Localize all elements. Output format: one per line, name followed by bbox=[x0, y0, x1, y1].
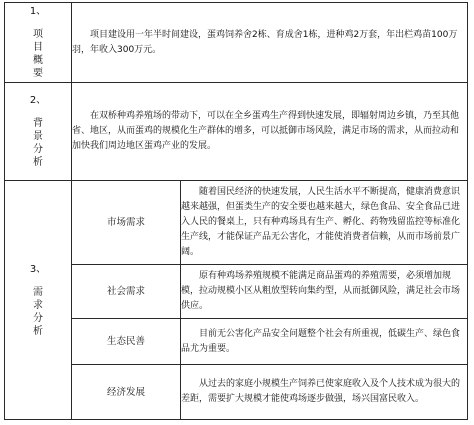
section-title-char: 析 bbox=[33, 157, 43, 168]
section-title-char: 背 bbox=[33, 118, 43, 129]
section-title-char: 项 bbox=[33, 29, 43, 40]
section-title-char: 景 bbox=[33, 131, 43, 142]
section-header-demand bbox=[5, 181, 72, 420]
section-title-char: 分 bbox=[33, 312, 43, 324]
section-number: 3、 bbox=[29, 263, 47, 275]
demand-label: 市场需求 bbox=[72, 181, 181, 265]
project-table bbox=[4, 2, 468, 420]
demand-row-ecology bbox=[5, 319, 468, 365]
section-title-char: 目 bbox=[33, 42, 43, 53]
section-title-char: 要 bbox=[33, 68, 43, 79]
section-title-char: 分 bbox=[33, 144, 43, 155]
section-number: 1、 bbox=[29, 6, 47, 17]
section-title-char: 概 bbox=[33, 55, 43, 66]
demand-label: 经济发展 bbox=[72, 365, 181, 420]
section-title-char: 需 bbox=[33, 286, 43, 298]
demand-text: 从过去的家庭小规模生产饲养已使家庭收入及个人技术成为很大的差距，需要扩大规模才能使鸡场逐步做强，场兴国富民收入。 bbox=[181, 365, 468, 420]
document-frame bbox=[4, 2, 468, 420]
demand-text: 目前无公害化产品安全问题整个社会有所重视，低碳生产、绿色食品尤为重要。 bbox=[181, 319, 468, 365]
section-row-background bbox=[5, 83, 468, 181]
demand-text: 原有种鸡场养殖规模不能满足商品蛋鸡的养殖需要，必须增加规模，拉动规模小区从粗放型转向集约型，从而抵御风险，满足社会市场供应。 bbox=[181, 265, 468, 319]
section-header-overview bbox=[5, 3, 72, 83]
background-text: 在双桥种鸡养殖场的带动下，可以在全乡蛋鸡生产得到快速发展，即辐射周边乡镇，乃至其他省、地区，从而蛋鸡的规模化生产群体的增多，可以抵御市场风险，满足市场的需求，从而拉动和加快我们周边地区蛋鸡产业的发展。 bbox=[72, 83, 468, 181]
demand-label: 生态民善 bbox=[72, 319, 181, 365]
demand-row-social bbox=[5, 265, 468, 319]
demand-label: 社会需求 bbox=[72, 265, 181, 319]
section-row-overview bbox=[5, 3, 468, 83]
section-header-background bbox=[5, 83, 72, 181]
section-number: 2、 bbox=[29, 95, 47, 106]
demand-row-market bbox=[5, 181, 468, 265]
demand-row-economy bbox=[5, 365, 468, 420]
overview-text: 项目建设用一年半时间建设，蛋鸡饲养舍2栋、育成舍1栋，进种鸡2万套，年出栏鸡苗100万羽，年收入300万元。 bbox=[72, 3, 468, 83]
section-title-char: 求 bbox=[33, 299, 43, 311]
section-title-char: 析 bbox=[33, 325, 43, 337]
demand-text: 随着国民经济的快速发展，人民生活水平不断提高，健康消费意识越来越强，但蛋类生产的安全要也越来越大，绿色食品、安全食品已进入人民的餐桌上，只有种鸡场具有生产、孵化、药物残留监控等标准化生产线，才能保证产品无公害化，才能使消费者信赖，从而市场前景广阔。 bbox=[181, 181, 468, 265]
